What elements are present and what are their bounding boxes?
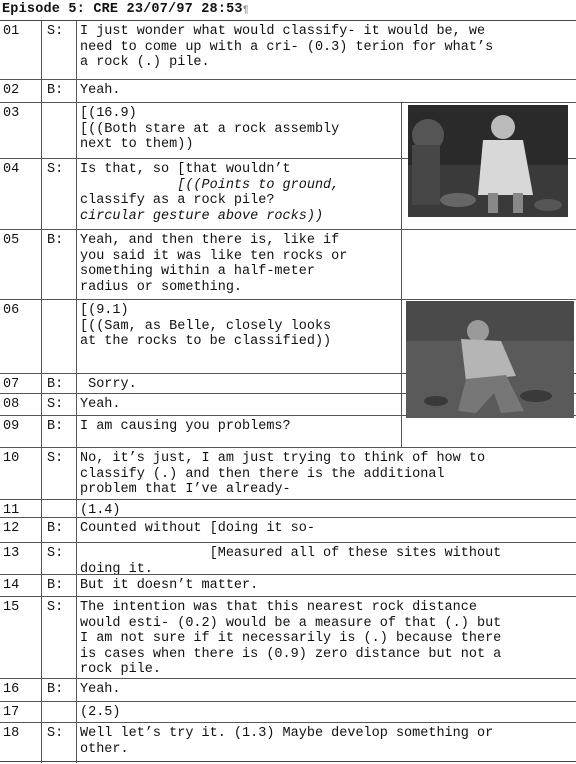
pilcrow-mark: ¶ — [242, 5, 249, 16]
column-divider — [41, 679, 42, 701]
transcript-row — [0, 229, 576, 299]
column-divider — [76, 80, 77, 102]
column-divider — [76, 448, 77, 499]
line-number: 15 — [3, 600, 20, 615]
utterance-line: problem that I’ve already- — [80, 482, 291, 497]
utterance-text — [80, 521, 315, 537]
column-divider — [41, 21, 42, 79]
column-divider — [41, 702, 42, 722]
utterance-line: The intention was that this nearest rock distance — [80, 600, 477, 615]
utterance-text — [80, 397, 121, 413]
utterance-line: [((Sam, as Belle, closely looks — [80, 318, 332, 334]
column-divider — [41, 500, 42, 517]
utterance-line: [Measured all of these sites without — [80, 546, 502, 561]
utterance-line: rock pile. — [80, 662, 162, 677]
column-divider — [76, 597, 77, 678]
utterance-line: need to come up with a cri- (0.3) terion for what’s — [80, 39, 494, 55]
utterance-text — [80, 24, 493, 71]
transcript-row — [0, 596, 576, 678]
transcript-row — [0, 574, 576, 596]
utterance-line: (1.4) — [80, 503, 121, 518]
utterance-text — [80, 682, 121, 698]
transcript-row — [0, 79, 576, 102]
image-column-divider — [401, 299, 402, 447]
column-divider — [76, 416, 77, 447]
line-number: 05 — [3, 233, 20, 248]
utterance-line: Yeah. — [80, 83, 121, 98]
column-divider — [41, 597, 42, 678]
utterance-line: other. — [80, 741, 129, 757]
transcript-row — [0, 678, 576, 701]
utterance-line: Yeah, and then there is, like if — [80, 233, 340, 248]
line-number: 08 — [3, 397, 20, 412]
utterance-line: (2.5) — [80, 705, 121, 720]
utterance-text — [80, 546, 501, 577]
utterance-line: something within a half-meter — [80, 264, 315, 279]
line-number: 10 — [3, 451, 20, 466]
utterance-line: Well let’s try it. (1.3) Maybe develop something or — [80, 726, 494, 741]
utterance-line: classify as a rock pile? — [80, 193, 275, 208]
column-divider — [41, 159, 42, 229]
speaker-label: S: — [47, 397, 64, 412]
utterance-line: you said it was like ten rocks or — [80, 248, 348, 264]
still-image-rocks-crouching — [406, 301, 574, 418]
utterance-text — [80, 451, 485, 498]
column-divider — [41, 543, 42, 574]
column-divider — [76, 723, 77, 763]
utterance-line: Yeah. — [80, 397, 121, 412]
transcript-row — [0, 447, 576, 499]
column-divider — [76, 518, 77, 542]
still-image-rocks-standing — [408, 105, 568, 217]
transcript-table — [0, 20, 576, 762]
column-divider — [76, 230, 77, 299]
line-number: 01 — [3, 24, 20, 39]
column-divider — [41, 723, 42, 763]
column-divider — [41, 575, 42, 596]
speaker-label: B: — [47, 83, 64, 98]
episode-title-text: Episode 5: CRE 23/07/97 28:53 — [2, 2, 243, 17]
column-divider — [41, 230, 42, 299]
utterance-line: Is that, so [that wouldn’t — [80, 162, 291, 177]
utterance-line: I am not sure if it necessarily is (.) because there — [80, 631, 502, 646]
speaker-label: S: — [47, 546, 64, 561]
utterance-line: at the rocks to be classified)) — [80, 334, 332, 349]
speaker-label: B: — [47, 233, 64, 248]
speaker-label: S: — [47, 24, 64, 39]
column-divider — [41, 518, 42, 542]
line-number: 03 — [3, 106, 20, 121]
image-column-divider — [401, 102, 402, 299]
utterance-line: a rock (.) pile. — [80, 55, 210, 70]
column-divider — [41, 374, 42, 393]
column-divider — [41, 80, 42, 102]
utterance-line: is cases when there is (0.9) zero distance but not a — [80, 646, 502, 662]
column-divider — [41, 448, 42, 499]
utterance-text — [80, 419, 291, 435]
utterance-line: doing it. — [80, 561, 153, 577]
utterance-line: [((Both stare at a rock assembly — [80, 121, 340, 137]
utterance-line: classify (.) and then there is the additional — [80, 466, 445, 482]
transcript-row — [0, 722, 576, 763]
line-number: 09 — [3, 419, 20, 434]
utterance-line: radius or something. — [80, 279, 243, 295]
speaker-label: B: — [47, 682, 64, 697]
column-divider — [76, 702, 77, 722]
transcript-row — [0, 21, 576, 79]
utterance-line: No, it’s just, I am just trying to think of how to — [80, 451, 486, 466]
column-divider — [76, 103, 77, 158]
utterance-line: would esti- (0.2) would be a measure of that (.) but — [80, 615, 502, 631]
utterance-text — [80, 377, 137, 393]
column-divider — [41, 103, 42, 158]
speaker-label: S: — [47, 451, 64, 466]
line-number: 14 — [3, 578, 20, 593]
speaker-label: S: — [47, 162, 64, 177]
line-number: 02 — [3, 83, 20, 98]
speaker-label: S: — [47, 600, 64, 615]
speaker-label: B: — [47, 419, 64, 434]
utterance-text — [80, 83, 121, 99]
line-number: 13 — [3, 546, 20, 561]
column-divider — [76, 543, 77, 574]
column-divider — [41, 394, 42, 415]
utterance-text — [80, 106, 339, 153]
speaker-label: S: — [47, 726, 64, 741]
line-number: 07 — [3, 377, 20, 392]
column-divider — [76, 679, 77, 701]
utterance-line: I just wonder what would classify- it would be, we — [80, 24, 486, 39]
utterance-line: Yeah. — [80, 682, 121, 697]
utterance-text — [80, 303, 331, 350]
transcript-row — [0, 517, 576, 542]
line-number: 06 — [3, 303, 20, 318]
column-divider — [76, 394, 77, 415]
utterance-text — [80, 233, 347, 295]
utterance-line: [((Points to ground, — [80, 177, 340, 193]
line-number: 16 — [3, 682, 20, 697]
transcript-row — [0, 542, 576, 577]
transcript-row — [0, 499, 576, 517]
column-divider — [41, 300, 42, 373]
utterance-line: [(16.9) — [80, 106, 137, 121]
utterance-line: Counted without [doing it so- — [80, 521, 315, 536]
speaker-label: B: — [47, 578, 64, 593]
column-divider — [76, 159, 77, 229]
episode-title — [2, 0, 249, 20]
utterance-text — [80, 162, 339, 224]
speaker-label: B: — [47, 377, 64, 392]
transcript-row — [0, 701, 576, 722]
utterance-line: [(9.1) — [80, 303, 129, 318]
utterance-line: Sorry. — [80, 377, 137, 392]
column-divider — [76, 21, 77, 79]
utterance-line: I am causing you problems? — [80, 419, 291, 434]
line-number: 17 — [3, 705, 20, 720]
utterance-text — [80, 578, 258, 594]
column-divider — [76, 374, 77, 393]
column-divider — [76, 300, 77, 373]
transcript-row — [0, 415, 576, 447]
utterance-line: But it doesn’t matter. — [80, 578, 259, 593]
column-divider — [41, 416, 42, 447]
line-number: 18 — [3, 726, 20, 741]
utterance-text — [80, 600, 501, 678]
speaker-label: B: — [47, 521, 64, 536]
utterance-text — [80, 726, 493, 757]
line-number: 04 — [3, 162, 20, 177]
line-number: 11 — [3, 503, 20, 518]
utterance-line: circular gesture above rocks)) — [80, 208, 324, 224]
utterance-line: next to them)) — [80, 137, 194, 152]
line-number: 12 — [3, 521, 20, 536]
utterance-text — [80, 705, 121, 721]
column-divider — [76, 575, 77, 596]
column-divider — [76, 500, 77, 517]
